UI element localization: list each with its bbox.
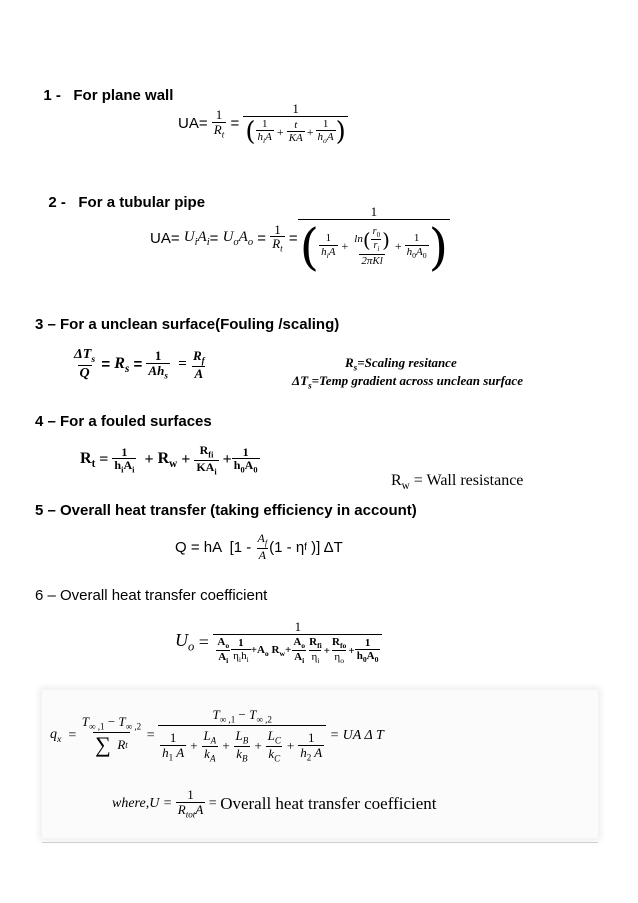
eq1-equals: =	[230, 115, 240, 133]
section-1-heading	[35, 70, 173, 104]
section-2-number: 2 -	[48, 194, 66, 211]
eq6-main-fraction: 1 $\frac{A_o}{A_i}$ $\frac{1}{\eta_ih_i}$ $+A_o$ $R_w+$ $\frac{A_o}{A_i}$ $\frac{R_{fi}}{\eta_i}$ + $\frac{R_{fo}}{\eta_o}$ + $\frac{1}{h_0A_0}$	[213, 620, 382, 666]
equation-efficiency: Q = hA [1 - $\frac{A_f}{A}$ (1 - η f )] ΔT	[175, 531, 343, 563]
equation-tubular-pipe: UA= $U_iA_i$ = $U_oA_o$ = $\frac{1}{R_t}$ = 1 ( $\frac{1}{h_iA}$ + ln ( $\frac{r_0}{r_i}$ ) 2πKl + $\frac{1}{h_0A_0}$ )	[150, 204, 449, 276]
equation-fouling: $\frac{\Delta T_s}{Q}$ = $R_s$ = $\frac{1}{Ah_s}$ = $\frac{R_f}{A}$	[74, 347, 205, 382]
eq1-frac-1-over-rt: $\frac{1}{R_t}$	[213, 107, 225, 140]
wall-resistance-note: $R_w$ = Wall resistance	[391, 472, 524, 493]
heat-flow-equation: $q_x$ = $T_{\infty ,1} - T_{\infty ,2}$ ∑ R t = $T_{\infty ,1} - T_{\infty ,2}$ $\frac{1}{h_1 A}$ + $\frac{L_A}{k_A}$ + $\frac{L_B}{k_B}$ + $\frac{L_C}{k_C}$ + $\frac{1}{h_2 A}$ = UA Δ T	[50, 707, 384, 764]
equation-plane-wall	[178, 102, 348, 146]
fouling-note-2: $\Delta T_s=Temp$ gradient across unclean surface	[292, 373, 523, 391]
eq2-main-fraction: 1 ( $\frac{1}{h_iA}$ + ln ( $\frac{r_0}{r_i}$ ) 2πKl + $\frac{1}{h_0A_0}$ )	[299, 204, 449, 276]
boxed-equation-image	[42, 690, 598, 838]
section-3-heading: 3 – For a unclean surface(Fouling /scaling)	[35, 316, 340, 333]
fouling-note-1: $R_s=Scaling$ resitance	[345, 355, 457, 373]
equation-fouled-surfaces: $R_t$ = $\frac{1}{h_iA_i}$ + $R_w$ + $\frac{R_{fi}}{KA_i}$ + $\frac{1}{h_0A_0}$	[80, 443, 258, 477]
section-5-heading: 5 – Overall heat transfer (taking efficiency in account)	[35, 502, 417, 519]
section-6-heading: 6 – Overall heat transfer coefficient	[35, 587, 268, 604]
section-4-heading: 4 – For a fouled surfaces	[35, 413, 212, 430]
where-u-definition: where,U = $\frac{1}{R_{tot}A}$ = Overall heat transfer coefficient	[112, 787, 437, 820]
equation-overall-coefficient: $U_o$ = 1 $\frac{A_o}{A_i}$ $\frac{1}{\eta_ih_i}$ $+A_o$ $R_w+$ $\frac{A_o}{A_i}$ $\frac{R_{fi}}{\eta_i}$ + $\frac{R_{fo}}{\eta_o}$ + $\frac{1}{h_0A_0}$	[175, 620, 382, 666]
divider-line	[42, 842, 598, 843]
section-2-title: For a tubular pipe	[78, 194, 206, 211]
section-1-title: For plane wall	[73, 87, 174, 104]
eq1-lhs: UA=	[178, 115, 208, 133]
eq1-main-fraction: 1 ( $\frac{1}{h_iA}$ + $\frac{t}{KA}$ + $\frac{1}{h_oA}$ )	[245, 101, 346, 148]
section-1-number: 1 -	[43, 87, 61, 104]
